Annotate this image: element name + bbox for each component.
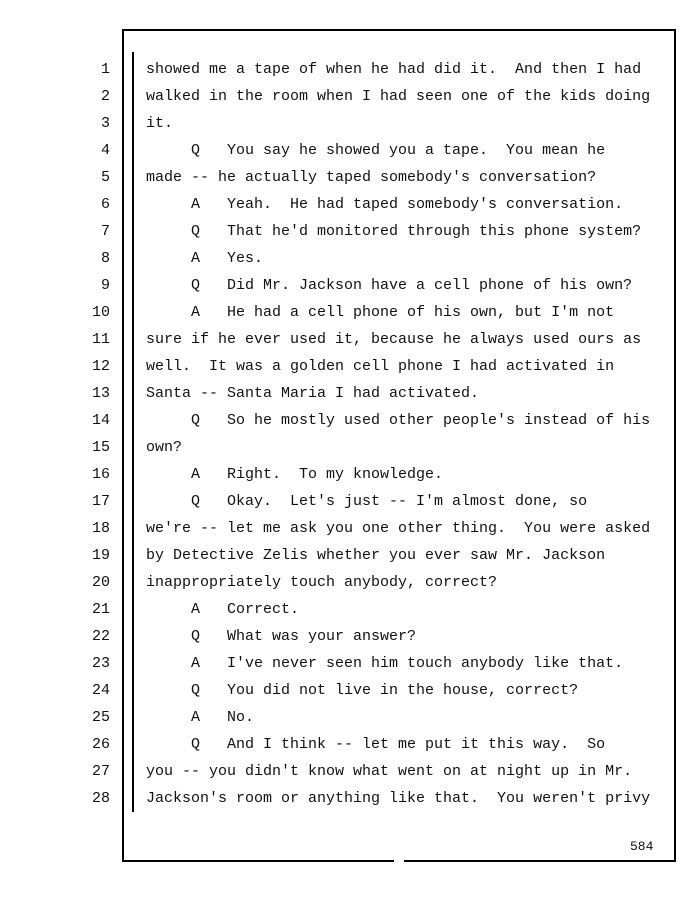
transcript-line: we're -- let me ask you one other thing. You were asked — [146, 520, 651, 537]
transcript-line: Q Okay. Let's just -- I'm almost done, so — [146, 493, 588, 510]
line-number: 18 — [91, 520, 110, 537]
line-number: 15 — [91, 439, 110, 456]
page-number: 584 — [630, 839, 654, 854]
line-number: 7 — [100, 223, 110, 240]
transcript-line: made -- he actually taped somebody's conversation? — [146, 169, 597, 186]
line-number: 9 — [100, 277, 110, 294]
transcript-line: Q That he'd monitored through this phone system? — [146, 223, 642, 240]
line-number: 8 — [100, 250, 110, 267]
transcript-line: Jackson's room or anything like that. You weren't privy — [146, 790, 651, 807]
transcript-line: Q And I think -- let me put it this way. So — [146, 736, 606, 753]
line-number: 14 — [91, 412, 110, 429]
transcript-line: A I've never seen him touch anybody like that. — [146, 655, 624, 672]
transcript-line: A Correct. — [146, 601, 300, 618]
line-number: 26 — [91, 736, 110, 753]
line-number: 3 — [100, 115, 110, 132]
transcript-line: Q Did Mr. Jackson have a cell phone of his own? — [146, 277, 633, 294]
bottom-rule-right — [404, 860, 676, 862]
line-number: 4 — [100, 142, 110, 159]
line-number: 19 — [91, 547, 110, 564]
transcript-line: inappropriately touch anybody, correct? — [146, 574, 498, 591]
transcript-line: it. — [146, 115, 174, 132]
bottom-rule-left — [122, 860, 394, 862]
line-number: 17 — [91, 493, 110, 510]
line-number: 27 — [91, 763, 110, 780]
transcript-body — [146, 56, 666, 812]
line-number-divider — [132, 52, 134, 812]
line-number: 23 — [91, 655, 110, 672]
line-number: 13 — [91, 385, 110, 402]
line-number: 28 — [91, 790, 110, 807]
transcript-line: own? — [146, 439, 183, 456]
line-number: 5 — [100, 169, 110, 186]
line-number: 21 — [91, 601, 110, 618]
transcript-line: showed me a tape of when he had did it. And then I had — [146, 61, 642, 78]
line-number: 11 — [91, 331, 110, 348]
line-number-column — [60, 56, 110, 812]
transcript-line: by Detective Zelis whether you ever saw Mr. Jackson — [146, 547, 606, 564]
line-number: 25 — [91, 709, 110, 726]
transcript-line: Q You did not live in the house, correct? — [146, 682, 579, 699]
line-number: 24 — [91, 682, 110, 699]
transcript-line: A Right. To my knowledge. — [146, 466, 444, 483]
transcript-line: you -- you didn't know what went on at night up in Mr. — [146, 763, 633, 780]
transcript-line: A Yes. — [146, 250, 264, 267]
transcript-line: Santa -- Santa Maria I had activated. — [146, 385, 480, 402]
line-number: 16 — [91, 466, 110, 483]
line-number: 2 — [100, 88, 110, 105]
line-number: 22 — [91, 628, 110, 645]
transcript-line: A He had a cell phone of his own, but I'm not — [146, 304, 615, 321]
line-number: 20 — [91, 574, 110, 591]
transcript-line: Q So he mostly used other people's instead of his — [146, 412, 651, 429]
transcript-line: well. It was a golden cell phone I had activated in — [146, 358, 615, 375]
transcript-line: Q What was your answer? — [146, 628, 417, 645]
transcript-line: sure if he ever used it, because he always used ours as — [146, 331, 642, 348]
transcript-line: Q You say he showed you a tape. You mean he — [146, 142, 606, 159]
line-number: 1 — [100, 61, 110, 78]
line-number: 6 — [100, 196, 110, 213]
line-number: 10 — [91, 304, 110, 321]
transcript-line: A No. — [146, 709, 255, 726]
line-number: 12 — [91, 358, 110, 375]
transcript-line: walked in the room when I had seen one of the kids doing — [146, 88, 651, 105]
transcript-line: A Yeah. He had taped somebody's conversation. — [146, 196, 624, 213]
